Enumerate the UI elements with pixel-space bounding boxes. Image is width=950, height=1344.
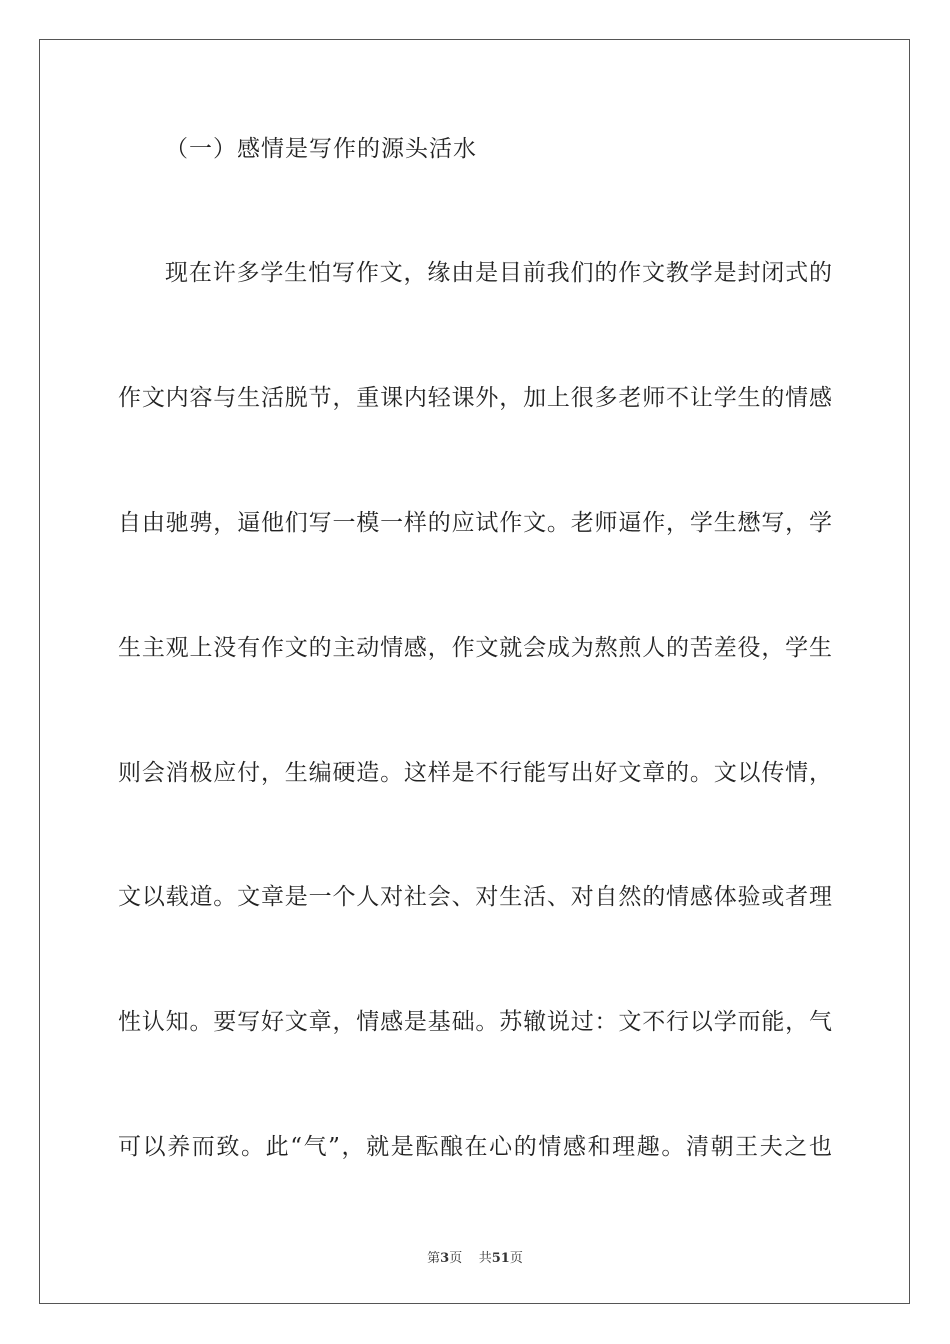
- paragraph-line-2: 作文内容与生活脱节，重课内轻课外，加上很多老师不让学生的情感: [118, 385, 832, 411]
- total-suffix: 页: [509, 1251, 523, 1266]
- paragraph-line-4: 生主观上没有作文的主动情感，作文就会成为熬煎人的苦差役，学生: [118, 635, 832, 661]
- page-border: [39, 39, 910, 1304]
- page-suffix: 页: [449, 1251, 463, 1266]
- paragraph-line-8: 可以养而致。此“气”，就是酝酿在心的情感和理趣。清朝王夫之也: [118, 1134, 832, 1160]
- paragraph-line-5: 则会消极应付，生编硬造。这样是不行能写出好文章的。文以传情，: [118, 760, 832, 786]
- paragraph-line-1: 现在许多学生怕写作文，缘由是目前我们的作文教学是封闭式的: [165, 260, 832, 286]
- paragraph-line-6: 文以载道。文章是一个人对社会、对生活、对自然的情感体验或者理: [118, 884, 832, 910]
- section-heading: （一）感情是写作的源头活水: [165, 136, 477, 162]
- page-footer: [0, 1247, 950, 1266]
- page-number: 3: [440, 1251, 450, 1266]
- total-pages: 51: [491, 1251, 510, 1266]
- paragraph-line-7: 性认知。要写好文章，情感是基础。苏辙说过：文不行以学而能，气: [118, 1009, 832, 1035]
- total-prefix: 共: [478, 1251, 492, 1266]
- page-prefix: 第: [427, 1251, 441, 1266]
- paragraph-line-3: 自由驰骋，逼他们写一模一样的应试作文。老师逼作，学生懋写，学: [118, 510, 832, 536]
